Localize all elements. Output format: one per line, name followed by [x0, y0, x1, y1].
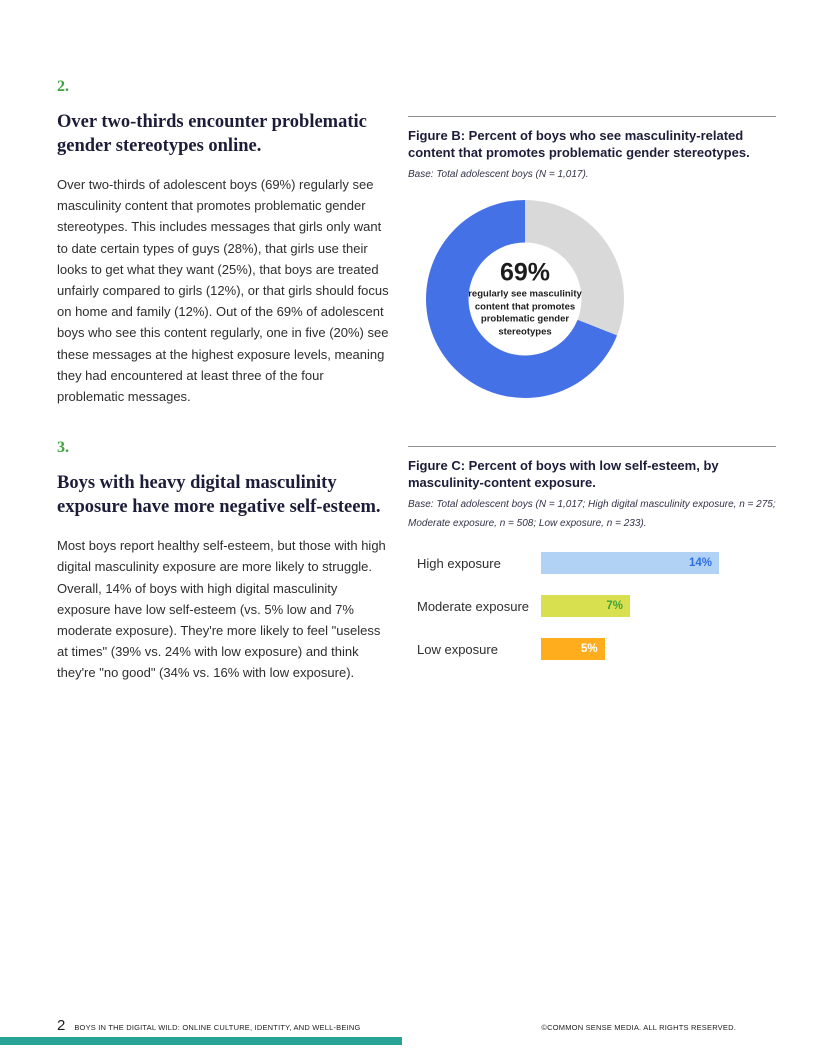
section-3-body: Most boys report healthy self-esteem, but those with high digital masculinity exposure are more likely to struggle. Overall, 14% of boys with high digital masculinity exposure have low self-esteem (vs. 5% low and 7% moderate exposure). They're more likely to feel "useless at times" (39% vs. 24% with low exposure) and think they're "no good" (34% vs. 16% with low exposure). [57, 538, 386, 681]
bar-value-label: 7% [606, 600, 623, 613]
figure-b-title: Figure B: Percent of boys who see masculinity-related content that promotes problematic gender stereotypes. [408, 128, 750, 161]
donut-center-caption: regularly see masculinity content that promotes problematic gender stereotypes [468, 288, 582, 338]
bar-row [408, 595, 776, 617]
bar-track [541, 552, 719, 574]
donut-center [469, 243, 582, 356]
page-footer [0, 1017, 816, 1034]
bar-track [541, 638, 719, 660]
bar-fill [541, 638, 605, 660]
bar-category-label: Moderate exposure [417, 598, 530, 614]
donut-center-value: 69% [499, 258, 551, 287]
figure-b-base-note: Base: Total adolescent boys (N = 1,017). [408, 169, 589, 181]
bar-fill [541, 595, 630, 617]
figure-c-title: Figure C: Percent of boys with low self-esteem, by masculinity-content exposure. [408, 458, 719, 491]
bar-track [541, 595, 719, 617]
bar-category-label: Low exposure [417, 641, 498, 657]
section-2 [57, 78, 393, 407]
footer-copyright: ©COMMON SENSE MEDIA. ALL RIGHTS RESERVED. [541, 1023, 736, 1032]
footer-report-title: BOYS IN THE DIGITAL WILD: ONLINE CULTURE, IDENTITY, AND WELL-BEING [74, 1023, 361, 1032]
bar-chart [408, 552, 776, 660]
bar-category-label: High exposure [417, 555, 501, 571]
figure-c [408, 446, 776, 683]
figure-c-base-note: Base: Total adolescent boys (N = 1,017; High digital masculinity exposure, n = 275; Moderate exposure, n = 508; Low exposure, n = 233). [408, 499, 776, 530]
section-2-body: Over two-thirds of adolescent boys (69%) regularly see masculinity content that promotes problematic gender stereotypes. This includes messages that girls only want to date certain types of guys (28%), that girls use their looks to get what they want (25%), that boys are treated unfairly compared to girls (12%), or that girls should focus on home and family (12%). Out of the 69% of adolescent boys who see this content regularly, one in five (20%) see these messages at the highest exposure levels, meaning they had encountered at least three of the four problematic messages. [57, 177, 389, 404]
bar-row [408, 638, 776, 660]
bar-row [408, 552, 776, 574]
bar-fill [541, 552, 719, 574]
bar-value-label: 14% [688, 557, 712, 570]
section-3-number: 3. [57, 439, 69, 457]
section-3-heading: Boys with heavy digital masculinity exposure have more negative self-esteem. [57, 473, 381, 518]
figure-b [408, 116, 776, 407]
bar-value-label: 5% [580, 643, 598, 656]
section-3 [57, 439, 393, 683]
footer-page-number: 2 [57, 1017, 66, 1034]
footer-accent-bar [0, 1037, 402, 1045]
section-2-heading: Over two-thirds encounter problematic gender stereotypes online. [57, 112, 367, 157]
section-2-number: 2. [57, 78, 69, 95]
page-content [57, 78, 776, 684]
donut-chart-wrap [426, 200, 624, 398]
